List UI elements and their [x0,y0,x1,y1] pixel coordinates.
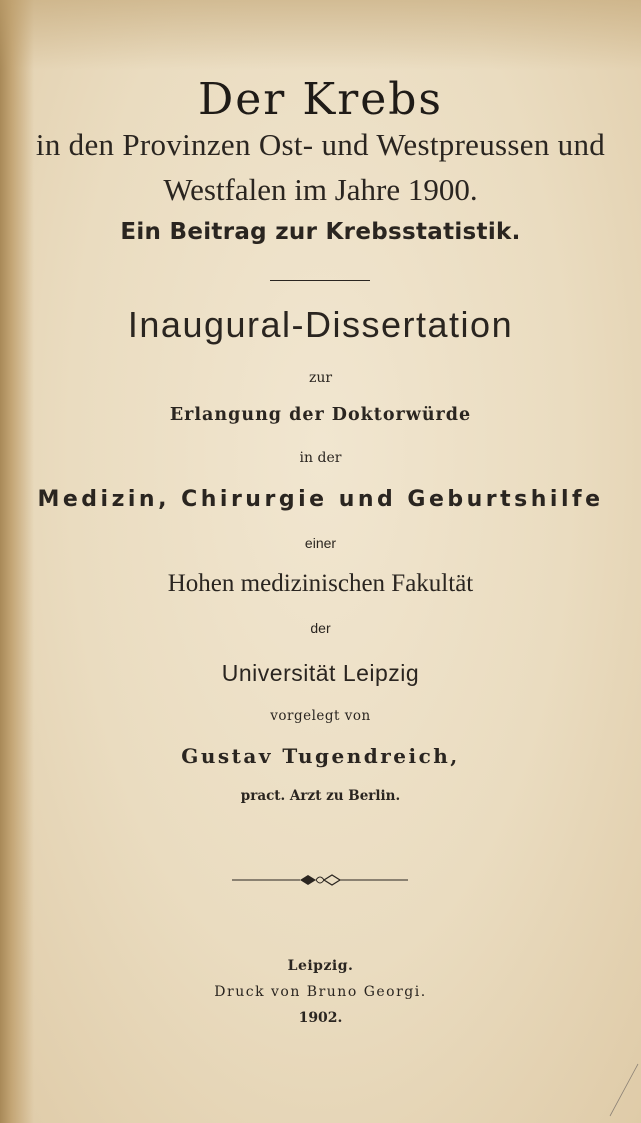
imprint-printer: Druck von Bruno Georgi. [214,984,427,1000]
author-name: Gustav Tugendreich, [181,744,460,768]
subtitle-line-2: Westfalen im Jahre 1900. [163,172,478,207]
university: Universität Leipzig [221,660,420,686]
imprint-year: 1902. [298,1010,343,1026]
document-type: Inaugural-Dissertation [127,304,514,345]
purpose-prefix: zur [308,370,333,386]
subtitle-line-1: in den Provinzen Ost- und Westpreussen und [35,127,606,162]
fields: Medizin, Chirurgie und Geburtshilfe [37,487,604,512]
university-prefix: der [310,620,331,636]
faculty: Hohen medizinischen Fakultät [167,570,474,597]
imprint-place: Leipzig. [287,958,354,974]
book-title: Der Krebs [197,74,444,125]
divider-rule [270,280,370,281]
ornament-divider [232,872,408,888]
faculty-prefix: einer [304,535,337,551]
spine-shadow [0,0,34,1123]
paper-stain [0,0,641,70]
author-affiliation: pract. Arzt zu Berlin. [240,788,401,804]
pencil-mark [604,1060,641,1120]
author-prefix: vorgelegt von [270,708,371,724]
field-prefix: in der [299,450,342,466]
subtitle-line-3: Ein Beitrag zur Krebsstatistik. [120,219,521,245]
purpose: Erlangung der Doktorwürde [169,405,472,425]
